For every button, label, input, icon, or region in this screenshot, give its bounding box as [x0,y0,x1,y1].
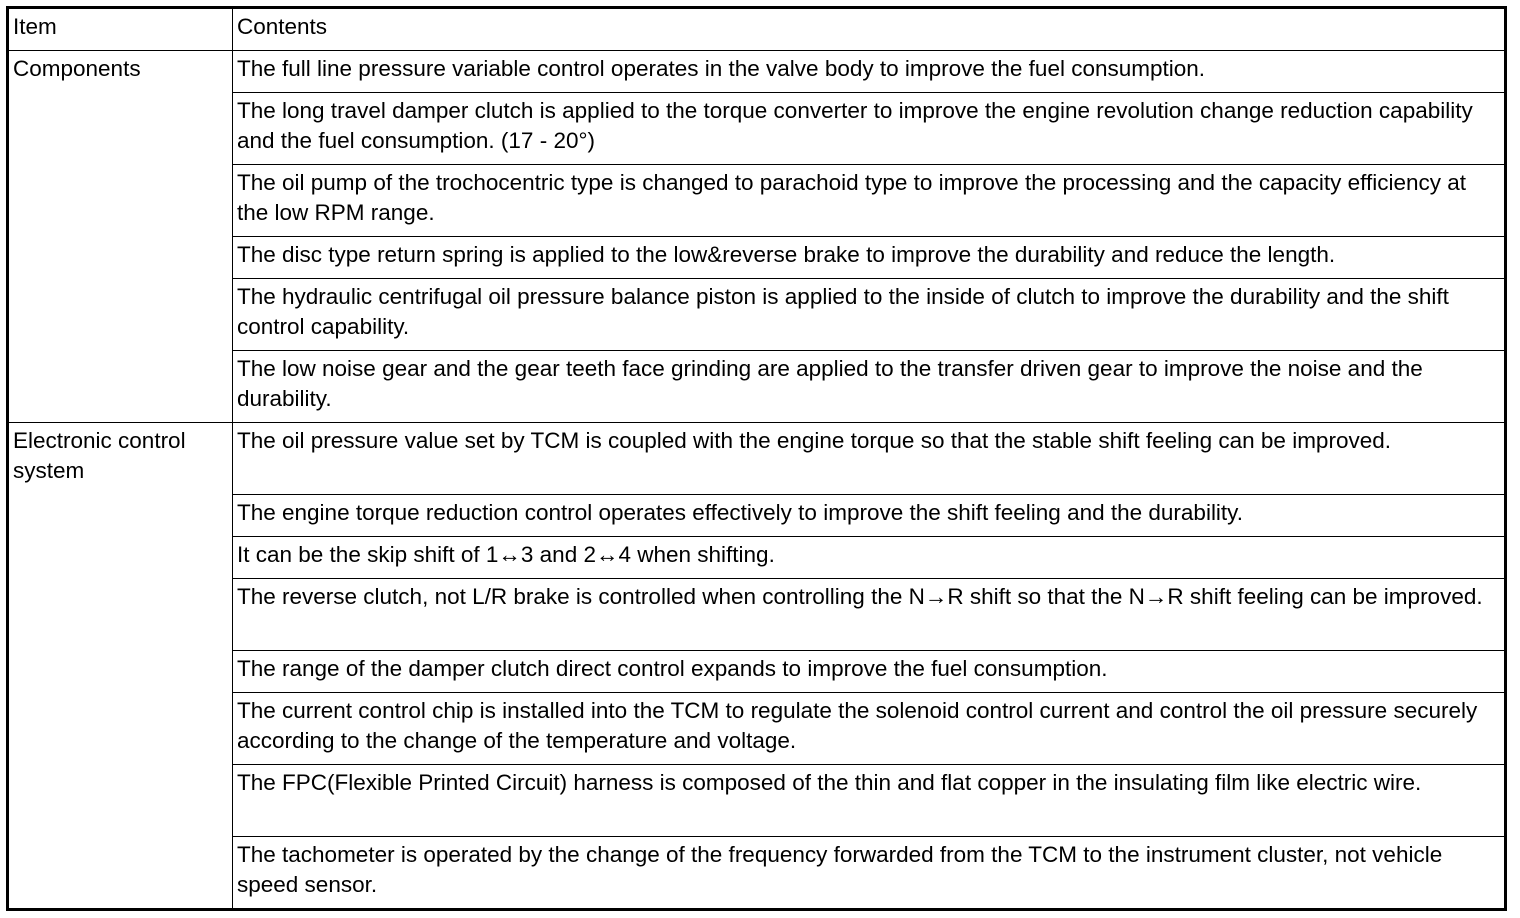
content-cell: The low noise gear and the gear teeth face grinding are applied to the transfer driven gear to improve the noise and the durability. [233,351,1506,423]
content-cell: The oil pump of the trochocentric type is changed to parachoid type to improve the processing and the capacity efficiency at the low RPM range. [233,165,1506,237]
table-row [8,537,1506,579]
content-cell: The engine torque reduction control operates effectively to improve the shift feeling and the durability. [233,495,1506,537]
item-cell-components: Components [8,51,233,423]
content-cell: The current control chip is installed into the TCM to regulate the solenoid control current and control the oil pressure securely according to the change of the temperature and voltage. [233,693,1506,765]
table-row [8,651,1506,693]
table-row [8,165,1506,237]
header-contents: Contents [233,8,1506,51]
content-cell: The FPC(Flexible Printed Circuit) harness is composed of the thin and flat copper in the insulating film like electric wire. [233,765,1506,837]
table-row [8,51,1506,93]
spec-table [6,6,1507,911]
table-row [8,351,1506,423]
table-row [8,237,1506,279]
content-cell: The reverse clutch, not L/R brake is controlled when controlling the N→R shift so that the N→R shift feeling can be improved. [233,579,1506,651]
content-cell: The oil pressure value set by TCM is coupled with the engine torque so that the stable shift feeling can be improved. [233,423,1506,495]
table-row [8,423,1506,495]
content-cell: It can be the skip shift of 1↔3 and 2↔4 when shifting. [233,537,1506,579]
table-row [8,495,1506,537]
content-cell: The long travel damper clutch is applied to the torque converter to improve the engine revolution change reduction capability and the fuel consumption. (17 - 20°) [233,93,1506,165]
item-cell-electronic-control-system: Electronic control system [8,423,233,910]
table-row [8,279,1506,351]
header-item: Item [8,8,233,51]
content-cell: The full line pressure variable control operates in the valve body to improve the fuel consumption. [233,51,1506,93]
content-cell: The tachometer is operated by the change of the frequency forwarded from the TCM to the instrument cluster, not vehicle speed sensor. [233,837,1506,910]
content-cell: The disc type return spring is applied to the low&reverse brake to improve the durability and reduce the length. [233,237,1506,279]
table-header-row [8,8,1506,51]
table-row [8,693,1506,765]
table-row [8,765,1506,837]
table-row [8,579,1506,651]
table-row [8,837,1506,910]
table-row [8,93,1506,165]
content-cell: The hydraulic centrifugal oil pressure balance piston is applied to the inside of clutch to improve the durability and the shift control capability. [233,279,1506,351]
content-cell: The range of the damper clutch direct control expands to improve the fuel consumption. [233,651,1506,693]
